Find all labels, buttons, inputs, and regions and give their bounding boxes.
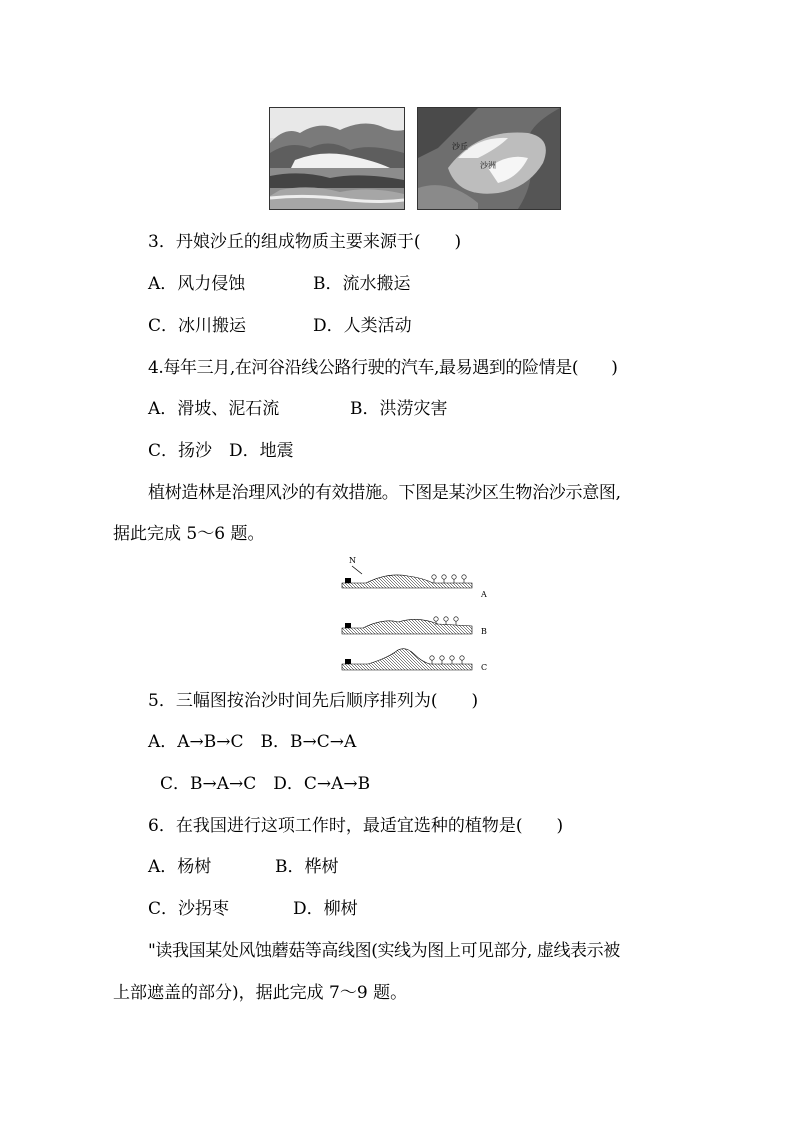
- svg-text:B: B: [481, 627, 487, 636]
- q3-stem: 3．丹娘沙丘的组成物质主要来源于( ): [148, 232, 462, 252]
- sand-control-diagram: [338, 552, 493, 674]
- q6-option-d: D．柳树: [293, 899, 358, 919]
- q6-option-a: A．杨树: [148, 857, 212, 877]
- q3-option-d: D．人类活动: [313, 316, 412, 336]
- q6-option-c: C．沙拐枣: [148, 899, 230, 919]
- q4-option-cd: C．扬沙 D．地震: [148, 441, 294, 461]
- north-arrow: [349, 556, 362, 574]
- q3-option-c: C．冰川搬运: [148, 316, 247, 336]
- q5-options-ab: A．A→B→C B．B→C→A: [148, 732, 357, 752]
- dune-landscape-photo: [269, 107, 405, 210]
- q6-stem: 6．在我国进行这项工作时，最适宜选种的植物是( ): [148, 816, 564, 836]
- intro56-line2: 据此完成 5～6 题。: [113, 524, 265, 544]
- sandbar-label: 沙洲: [480, 161, 496, 170]
- stage-b-profile: [342, 617, 487, 636]
- q5-options-cd: C．B→A→C D．C→A→B: [160, 774, 371, 794]
- intro79-line2: 上部遮盖的部分)，据此完成 7～9 题。: [113, 983, 408, 1003]
- dune-label: 沙丘: [452, 142, 468, 151]
- svg-text:C: C: [481, 663, 488, 672]
- stage-a-profile: [342, 575, 487, 599]
- q4-stem: 4.每年三月,在河谷沿线公路行驶的汽车,最易遇到的险情是( ): [148, 358, 618, 378]
- intro56-line1: 植树造林是治理风沙的有效措施。下图是某沙区生物治沙示意图,: [148, 483, 621, 503]
- q3-option-a: A．风力侵蚀: [148, 274, 246, 294]
- svg-text:A: A: [481, 590, 487, 599]
- q5-stem: 5．三幅图按治沙时间先后顺序排列为( ): [148, 691, 479, 711]
- dune-landscape-image: [270, 108, 404, 209]
- svg-text:N: N: [349, 556, 356, 565]
- q4-option-a: A．滑坡、泥石流: [148, 399, 280, 419]
- q6-option-b: B．桦树: [275, 857, 339, 877]
- q3-option-b: B．流水搬运: [313, 274, 411, 294]
- river-satellite-photo: [417, 107, 561, 210]
- stage-c-profile: [342, 649, 487, 672]
- river-satellite-image: [418, 108, 560, 209]
- intro79-line1: "读我国某处风蚀蘑菇等高线图(实线为图上可见部分, 虚线表示被: [148, 941, 620, 961]
- q4-option-b: B．洪涝灾害: [350, 399, 448, 419]
